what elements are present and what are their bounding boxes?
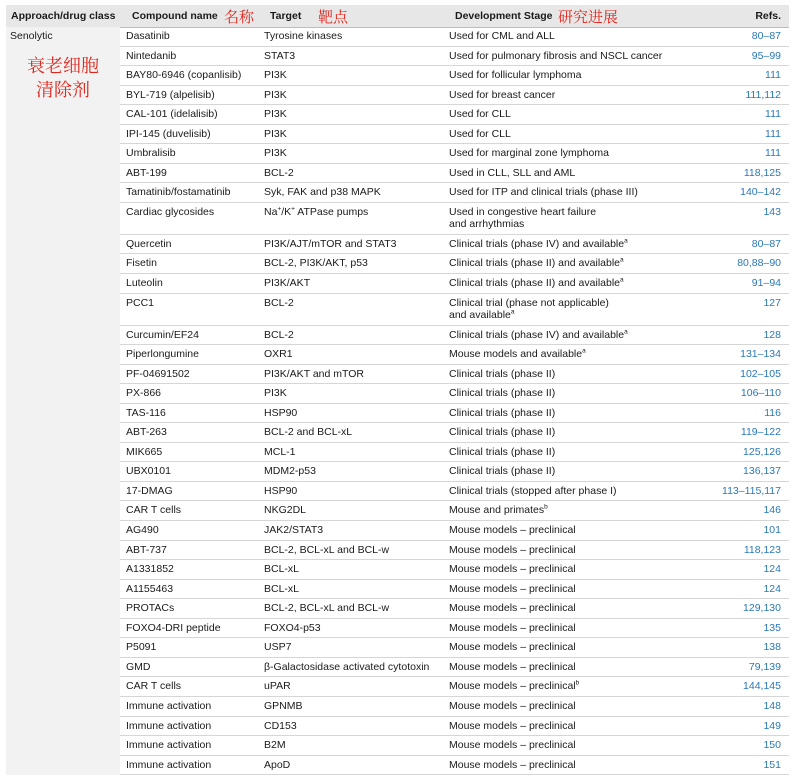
compound-cell: P5091 — [126, 641, 157, 654]
stage-cell — [449, 602, 576, 615]
target-text: ATPase pumps — [294, 205, 369, 218]
approach-column — [6, 27, 120, 775]
stage-cell — [449, 583, 576, 596]
target-cell: Tyrosine kinases — [264, 30, 343, 42]
approach-label: Senolytic — [10, 30, 53, 42]
target-cell: β-Galactosidase activated cytotoxin — [264, 660, 430, 673]
table-row — [120, 183, 789, 203]
compound-cell: 17-DMAG — [126, 484, 173, 497]
stage-cell — [449, 622, 576, 635]
stage-cell — [449, 69, 581, 82]
table-row — [120, 164, 789, 184]
table-row — [120, 482, 789, 502]
refs-link[interactable]: 80,88–90 — [737, 257, 781, 270]
table-row — [120, 294, 789, 326]
stage-text: Clinical trials (stopped after phase I) — [449, 484, 617, 497]
table-row — [120, 501, 789, 521]
stage-text: Clinical trials (phase II) — [449, 387, 556, 400]
stage-cell — [449, 348, 586, 361]
refs-link[interactable]: 95–99 — [751, 49, 781, 62]
stage-text: Mouse models – preclinical — [449, 758, 576, 771]
table-row — [120, 345, 789, 365]
target-cell: uPAR — [264, 680, 291, 693]
compound-cell: Luteolin — [126, 277, 163, 290]
table-row — [120, 235, 789, 255]
table-row — [120, 27, 789, 47]
table-row — [120, 736, 789, 756]
target-cell: PI3K — [264, 147, 287, 160]
stage-cell — [449, 50, 662, 63]
stage-cell — [449, 186, 638, 199]
table-row — [120, 619, 789, 639]
stage-cell — [449, 206, 596, 231]
target-cell: PI3K/AKT and mTOR — [264, 367, 364, 380]
target-cell: BCL-2, BCL-xL and BCL-w — [264, 543, 390, 556]
refs-link[interactable]: 111 — [765, 127, 781, 140]
stage-cell — [449, 277, 624, 290]
approach-cn-line1: 衰老细胞 — [27, 56, 99, 77]
compound-cell: Cardiac glycosides — [126, 205, 215, 218]
table-row — [120, 423, 789, 443]
target-cell: BCL-2 — [264, 296, 294, 309]
refs-link[interactable]: 80–87 — [751, 237, 781, 250]
refs-link[interactable]: 124 — [763, 582, 781, 595]
footnote-marker: b — [544, 503, 548, 511]
refs-link[interactable]: 106–110 — [740, 387, 781, 400]
stage-text-line2: and available — [449, 309, 511, 322]
refs-link[interactable]: 101 — [763, 524, 781, 537]
table-row — [120, 47, 789, 67]
stage-cell — [449, 147, 609, 160]
table-row — [120, 580, 789, 600]
stage-cell — [449, 720, 576, 733]
compound-cell: MIK665 — [126, 445, 163, 458]
stage-cell — [449, 238, 628, 251]
compound-cell: UBX0101 — [126, 465, 171, 478]
stage-cell — [449, 446, 555, 459]
refs-link[interactable]: 124 — [763, 563, 781, 576]
compound-cell: Piperlongumine — [126, 348, 199, 361]
refs-link[interactable]: 116 — [764, 406, 781, 419]
target-text: /K — [281, 205, 292, 218]
table-row — [120, 717, 789, 737]
table-row — [120, 365, 789, 385]
stage-text: Clinical trials (phase IV) and available — [449, 328, 625, 341]
compound-cell: A1331852 — [126, 563, 174, 576]
compound-cell: BAY80-6946 (copanlisib) — [126, 69, 242, 82]
refs-link[interactable]: 80–87 — [751, 30, 781, 42]
stage-cell — [449, 680, 579, 693]
stage-text: Mouse models – preclinical — [449, 582, 576, 595]
header-refs: Refs. — [755, 10, 781, 22]
target-text: Na — [264, 205, 278, 218]
footnote-marker: a — [620, 276, 624, 284]
compound-cell: ABT-737 — [126, 543, 167, 556]
refs-link[interactable]: 149 — [763, 719, 781, 732]
stage-cell — [449, 661, 576, 674]
compound-cell: Nintedanib — [126, 49, 177, 62]
header-target-cn: 靶点 — [318, 8, 349, 26]
table-row — [120, 144, 789, 164]
stage-text: Clinical trials (phase II) — [449, 367, 556, 380]
compound-cell: Immune activation — [126, 739, 212, 752]
refs-link[interactable]: 151 — [763, 758, 781, 771]
compound-cell: FOXO4-DRI peptide — [126, 621, 221, 634]
target-cell: BCL-2, BCL-xL and BCL-w — [264, 602, 390, 615]
table-row — [120, 697, 789, 717]
table-row — [120, 541, 789, 561]
refs-link[interactable]: 111,112 — [745, 88, 781, 101]
stage-text: Clinical trials (phase II) — [449, 465, 556, 478]
compound-cell: Tamatinib/fostamatinib — [126, 186, 231, 199]
compound-cell: Dasatinib — [126, 30, 170, 42]
target-cell: PI3K — [264, 69, 287, 82]
target-cell: PI3K — [264, 88, 287, 101]
refs-link[interactable]: 127 — [763, 296, 781, 309]
table-row — [120, 203, 789, 235]
table-row — [120, 105, 789, 125]
stage-text: Used in congestive heart failure — [449, 205, 597, 218]
target-cell: OXR1 — [264, 348, 293, 361]
stage-text: Clinical trials (phase II) — [449, 445, 556, 458]
compound-cell: PROTACs — [126, 602, 175, 615]
header-target: Target — [270, 10, 302, 22]
stage-cell — [449, 167, 575, 180]
header-compound-cn: 名称 — [224, 8, 255, 26]
compound-cell: IPI-145 (duvelisib) — [126, 127, 211, 140]
refs-link[interactable]: 143 — [763, 205, 781, 218]
target-cell: ApoD — [264, 758, 291, 771]
stage-text: Used in CLL, SLL and AML — [449, 166, 576, 179]
refs-link[interactable]: 140–142 — [740, 186, 781, 199]
compound-cell: Curcumin/EF24 — [126, 328, 199, 341]
stage-text: Mouse models – preclinical — [449, 641, 576, 654]
stage-text-line2: and arrhythmias — [449, 218, 525, 231]
target-cell: BCL-2, PI3K/AKT, p53 — [264, 257, 368, 270]
compound-cell: ABT-199 — [126, 166, 167, 179]
table-row — [120, 384, 789, 404]
refs-link[interactable]: 118,125 — [743, 166, 781, 179]
target-cell: NKG2DL — [264, 504, 307, 517]
target-cell: BCL-2 and BCL-xL — [264, 426, 353, 439]
compound-cell: Immune activation — [126, 699, 212, 712]
ion-charge: + — [277, 205, 282, 213]
compound-cell: Umbralisib — [126, 147, 176, 160]
stage-text: Clinical trials (phase II) and available — [449, 277, 620, 290]
refs-link[interactable]: 135 — [763, 621, 781, 634]
table-row — [120, 66, 789, 86]
footnote-marker: a — [582, 347, 586, 355]
target-cell: PI3K — [264, 108, 287, 121]
target-cell: B2M — [264, 739, 286, 752]
target-cell — [264, 206, 368, 219]
footnote-marker: a — [510, 308, 515, 316]
refs-link[interactable]: 79,139 — [748, 660, 781, 673]
stage-cell — [449, 504, 548, 517]
target-cell: STAT3 — [264, 49, 296, 62]
refs-link[interactable]: 113–115,117 — [722, 484, 781, 497]
footnote-marker: a — [624, 237, 628, 245]
refs-link[interactable]: 125,126 — [743, 445, 781, 458]
header-compound: Compound name — [132, 10, 218, 22]
refs-link[interactable]: 144,145 — [743, 680, 781, 693]
stage-cell — [449, 700, 576, 713]
stage-cell — [449, 257, 624, 270]
table-row — [120, 658, 789, 678]
table-row — [120, 404, 789, 424]
refs-link[interactable]: 129,130 — [743, 602, 781, 615]
stage-text: Mouse models – preclinical — [449, 524, 576, 537]
stage-text: Clinical trial (phase not applicable) — [449, 296, 609, 309]
refs-link[interactable]: 91–94 — [751, 277, 781, 290]
target-cell: BCL-xL — [264, 563, 300, 576]
stage-text: Mouse models – preclinical — [449, 660, 576, 673]
stage-text: Used for CLL — [449, 127, 511, 140]
target-cell: FOXO4-p53 — [264, 621, 321, 634]
stage-cell — [449, 485, 617, 498]
footnote-marker: b — [575, 679, 580, 687]
compound-cell: PCC1 — [126, 296, 155, 309]
table-row — [120, 560, 789, 580]
stage-cell — [449, 465, 555, 478]
target-cell: BCL-2 — [264, 166, 294, 179]
stage-cell — [449, 759, 576, 772]
table-row — [120, 677, 789, 697]
compound-cell: CAR T cells — [126, 680, 182, 693]
table-row — [120, 638, 789, 658]
stage-cell — [449, 563, 576, 576]
stage-cell — [449, 368, 555, 381]
stage-cell — [449, 544, 576, 557]
refs-link[interactable]: 118,123 — [743, 543, 781, 556]
stage-cell — [449, 387, 555, 400]
header-stage: Development Stage — [455, 10, 553, 22]
stage-text: Used for follicular lymphoma — [449, 69, 582, 82]
stage-text: Mouse models – preclinical — [449, 680, 576, 693]
target-cell: HSP90 — [264, 484, 298, 497]
stage-text: Used for CML and ALL — [449, 30, 555, 42]
refs-link[interactable]: 111 — [765, 69, 781, 82]
stage-text: Mouse models – preclinical — [449, 621, 576, 634]
stage-cell — [449, 89, 555, 102]
ion-charge: + — [291, 205, 295, 213]
compound-cell: BYL-719 (alpelisib) — [126, 88, 215, 101]
stage-text: Used for CLL — [449, 108, 511, 121]
refs-link[interactable]: 150 — [763, 739, 781, 752]
table-row — [120, 443, 789, 463]
table-row — [120, 462, 789, 482]
target-cell: Syk, FAK and p38 MAPK — [264, 186, 381, 199]
target-cell: GPNMB — [264, 699, 303, 712]
target-cell: BCL-xL — [264, 582, 300, 595]
target-cell: JAK2/STAT3 — [264, 524, 324, 537]
footnote-marker: a — [620, 256, 624, 264]
stage-text: Clinical trials (phase II) and available — [449, 257, 620, 270]
compound-cell: TAS-116 — [126, 406, 166, 419]
refs-link[interactable]: 148 — [763, 699, 781, 712]
stage-cell — [449, 426, 555, 439]
compound-cell: ABT-263 — [126, 426, 167, 439]
stage-text: Clinical trials (phase II) — [449, 406, 556, 419]
target-cell: PI3K — [264, 127, 287, 140]
refs-link[interactable]: 136,137 — [743, 465, 781, 478]
table-row — [120, 254, 789, 274]
stage-text: Mouse models – preclinical — [449, 699, 576, 712]
compound-cell: Immune activation — [126, 758, 212, 771]
stage-text: Mouse models – preclinical — [449, 719, 576, 732]
stage-text: Mouse models – preclinical — [449, 739, 576, 752]
header-approach: Approach/drug class — [11, 10, 116, 22]
target-cell: MCL-1 — [264, 445, 296, 458]
stage-text: Mouse models – preclinical — [449, 602, 576, 615]
table-row — [120, 521, 789, 541]
refs-link[interactable]: 111 — [765, 147, 781, 160]
stage-cell — [449, 108, 511, 121]
stage-text: Mouse models – preclinical — [449, 563, 576, 576]
compound-cell: A1155463 — [126, 582, 174, 595]
stage-cell — [449, 524, 576, 537]
refs-link[interactable]: 119–122 — [740, 426, 781, 439]
header-stage-cn: 研究进展 — [558, 8, 619, 26]
footnote-marker: a — [624, 328, 628, 336]
compound-cell: Immune activation — [126, 719, 212, 732]
compound-cell: PF-04691502 — [126, 367, 190, 380]
compound-cell: CAL-101 (idelalisib) — [126, 108, 218, 121]
stage-text: Mouse models – preclinical — [449, 543, 576, 556]
compound-cell: GMD — [126, 660, 151, 673]
compound-cell: PX-866 — [126, 387, 162, 400]
target-cell: PI3K/AKT — [264, 277, 311, 290]
refs-link[interactable]: 146 — [763, 504, 781, 517]
stage-cell — [449, 297, 609, 322]
target-cell: USP7 — [264, 641, 292, 654]
refs-link[interactable]: 138 — [763, 641, 781, 654]
refs-link[interactable]: 111 — [765, 108, 781, 121]
table-row — [120, 86, 789, 106]
target-cell: PI3K — [264, 387, 287, 400]
stage-cell — [449, 739, 576, 752]
stage-cell — [449, 329, 628, 342]
compound-cell: Quercetin — [126, 237, 172, 250]
approach-cn-line2: 清除剂 — [36, 80, 90, 101]
stage-cell — [449, 30, 555, 43]
compound-cell: AG490 — [126, 524, 159, 537]
compound-cell: Fisetin — [126, 257, 157, 270]
table-row — [120, 599, 789, 619]
stage-text: Used for breast cancer — [449, 88, 556, 101]
table-row — [120, 326, 789, 346]
table-body — [120, 27, 789, 775]
table-row — [120, 756, 789, 776]
stage-cell — [449, 641, 576, 654]
target-cell: HSP90 — [264, 406, 298, 419]
refs-link[interactable]: 128 — [763, 328, 781, 341]
stage-text: Used for marginal zone lymphoma — [449, 147, 609, 160]
table-row — [120, 274, 789, 294]
refs-link[interactable]: 131–134 — [740, 348, 781, 361]
stage-text: Mouse models and available — [449, 348, 583, 361]
compound-cell: CAR T cells — [126, 504, 182, 517]
stage-text: Used for ITP and clinical trials (phase III) — [449, 186, 638, 199]
table-row — [120, 125, 789, 145]
target-cell: BCL-2 — [264, 328, 294, 341]
stage-text: Clinical trials (phase IV) and available — [449, 237, 625, 250]
stage-text: Clinical trials (phase II) — [449, 426, 556, 439]
stage-cell — [449, 128, 511, 141]
table-header — [6, 5, 789, 28]
stage-cell — [449, 407, 555, 420]
target-cell: CD153 — [264, 719, 297, 732]
refs-link[interactable]: 102–105 — [740, 367, 781, 380]
target-cell: MDM2-p53 — [264, 465, 316, 478]
stage-text: Used for pulmonary fibrosis and NSCL cancer — [449, 49, 663, 62]
target-cell: PI3K/AJT/mTOR and STAT3 — [264, 237, 397, 250]
stage-text: Mouse and primates — [449, 504, 545, 517]
